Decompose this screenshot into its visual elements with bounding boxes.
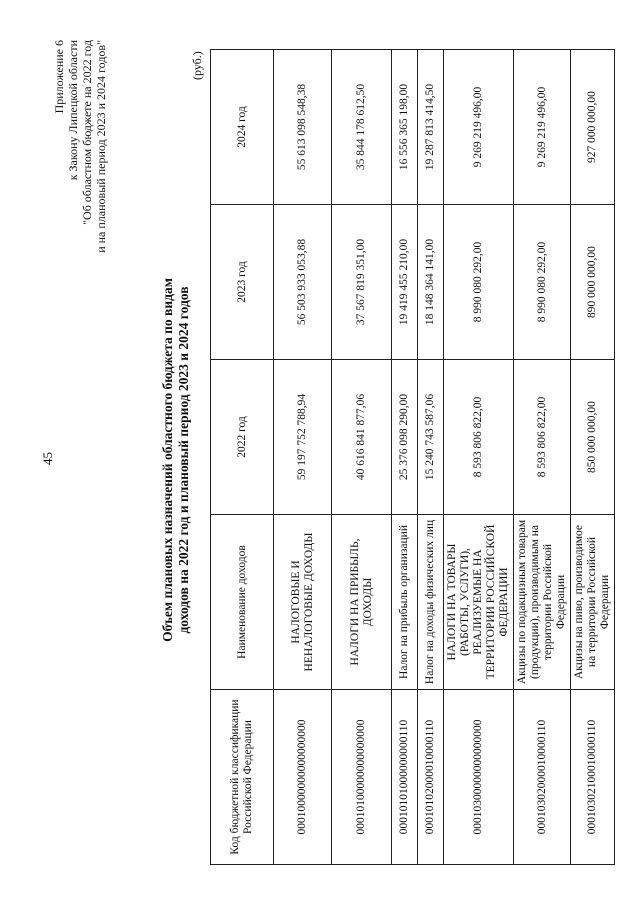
row-name: Акцизы на пиво, производимое на территории Российской Федерации <box>571 515 615 690</box>
row-value-2024: 9 269 219 496,00 <box>514 50 571 205</box>
header-2022: 2022 год <box>211 360 274 515</box>
unit-label: (руб.) <box>190 51 204 80</box>
appendix-line: к Закону Липецкой области <box>66 40 80 181</box>
row-name: Налог на доходы физических лиц <box>418 515 444 690</box>
budget-table <box>210 49 615 865</box>
row-code: 00010000000000000000 <box>274 690 332 865</box>
row-value-2022: 25 376 098 290,00 <box>392 360 418 515</box>
row-value-2024: 927 000 000,00 <box>571 50 615 205</box>
table-row <box>514 50 571 865</box>
row-value-2022: 40 616 841 877,06 <box>332 360 392 515</box>
page-number: 45 <box>40 452 55 465</box>
title-line-2: доходов на 2022 год и плановый период 2023 и 2024 годов <box>176 286 191 634</box>
appendix-line: Приложение 6 <box>52 40 66 114</box>
table-row <box>332 50 392 865</box>
header-2024: 2024 год <box>211 50 274 205</box>
row-value-2022: 8 593 806 822,00 <box>514 360 571 515</box>
row-value-2024: 9 269 219 496,00 <box>444 50 514 205</box>
row-value-2022: 850 000 000,00 <box>571 360 615 515</box>
row-name: НАЛОГИ НА ПРИБЫЛЬ, ДОХОДЫ <box>332 515 392 690</box>
row-value-2022: 59 197 752 788,94 <box>274 360 332 515</box>
row-code: 00010300000000000000 <box>444 690 514 865</box>
row-name: НАЛОГОВЫЕ И НЕНАЛОГОВЫЕ ДОХОДЫ <box>274 515 332 690</box>
row-code: 00010102000010000110 <box>418 690 444 865</box>
row-value-2024: 35 844 178 612,50 <box>332 50 392 205</box>
row-code: 00010302100010000110 <box>571 690 615 865</box>
table-row <box>571 50 615 865</box>
row-value-2024: 19 287 813 414,50 <box>418 50 444 205</box>
row-value-2023: 890 000 000,00 <box>571 205 615 360</box>
appendix-line: "Об областном бюджете на 2022 год <box>80 40 94 225</box>
row-value-2023: 8 990 080 292,00 <box>444 205 514 360</box>
row-code: 00010302000010000110 <box>514 690 571 865</box>
row-name: Налог на прибыль организаций <box>392 515 418 690</box>
row-value-2023: 19 419 455 210,00 <box>392 205 418 360</box>
title-line-1: Объем плановых назначений областного бюджета по видам <box>160 278 175 642</box>
row-value-2024: 16 556 365 198,00 <box>392 50 418 205</box>
row-value-2023: 56 503 933 053,88 <box>274 205 332 360</box>
appendix-reference <box>52 40 108 400</box>
table-row <box>444 50 514 865</box>
header-name: Наименование доходов <box>211 515 274 690</box>
header-2023: 2023 год <box>211 205 274 360</box>
table-row <box>274 50 332 865</box>
row-value-2023: 8 990 080 292,00 <box>514 205 571 360</box>
row-value-2024: 55 613 098 548,38 <box>274 50 332 205</box>
row-code: 00010101000000000110 <box>392 690 418 865</box>
row-code: 00010100000000000000 <box>332 690 392 865</box>
table-header-row <box>211 50 274 865</box>
table-row <box>392 50 418 865</box>
row-value-2023: 37 567 819 351,00 <box>332 205 392 360</box>
header-code: Код бюджетной классификации Российской Федерации <box>211 690 274 865</box>
table-row <box>418 50 444 865</box>
appendix-line: и на плановый период 2023 и 2024 годов" <box>94 40 108 253</box>
document-title <box>160 225 192 695</box>
row-value-2023: 18 148 364 141,00 <box>418 205 444 360</box>
row-value-2022: 15 240 743 587,06 <box>418 360 444 515</box>
row-name: НАЛОГИ НА ТОВАРЫ (РАБОТЫ, УСЛУГИ), РЕАЛИЗУЕМЫЕ НА ТЕРРИТОРИИ РОССИЙСКОЙ ФЕДЕРАЦИИ <box>444 515 514 690</box>
row-value-2022: 8 593 806 822,00 <box>444 360 514 515</box>
row-name: Акцизы по подакцизным товарам (продукции), производимым на территории Российской Федерации <box>514 515 571 690</box>
